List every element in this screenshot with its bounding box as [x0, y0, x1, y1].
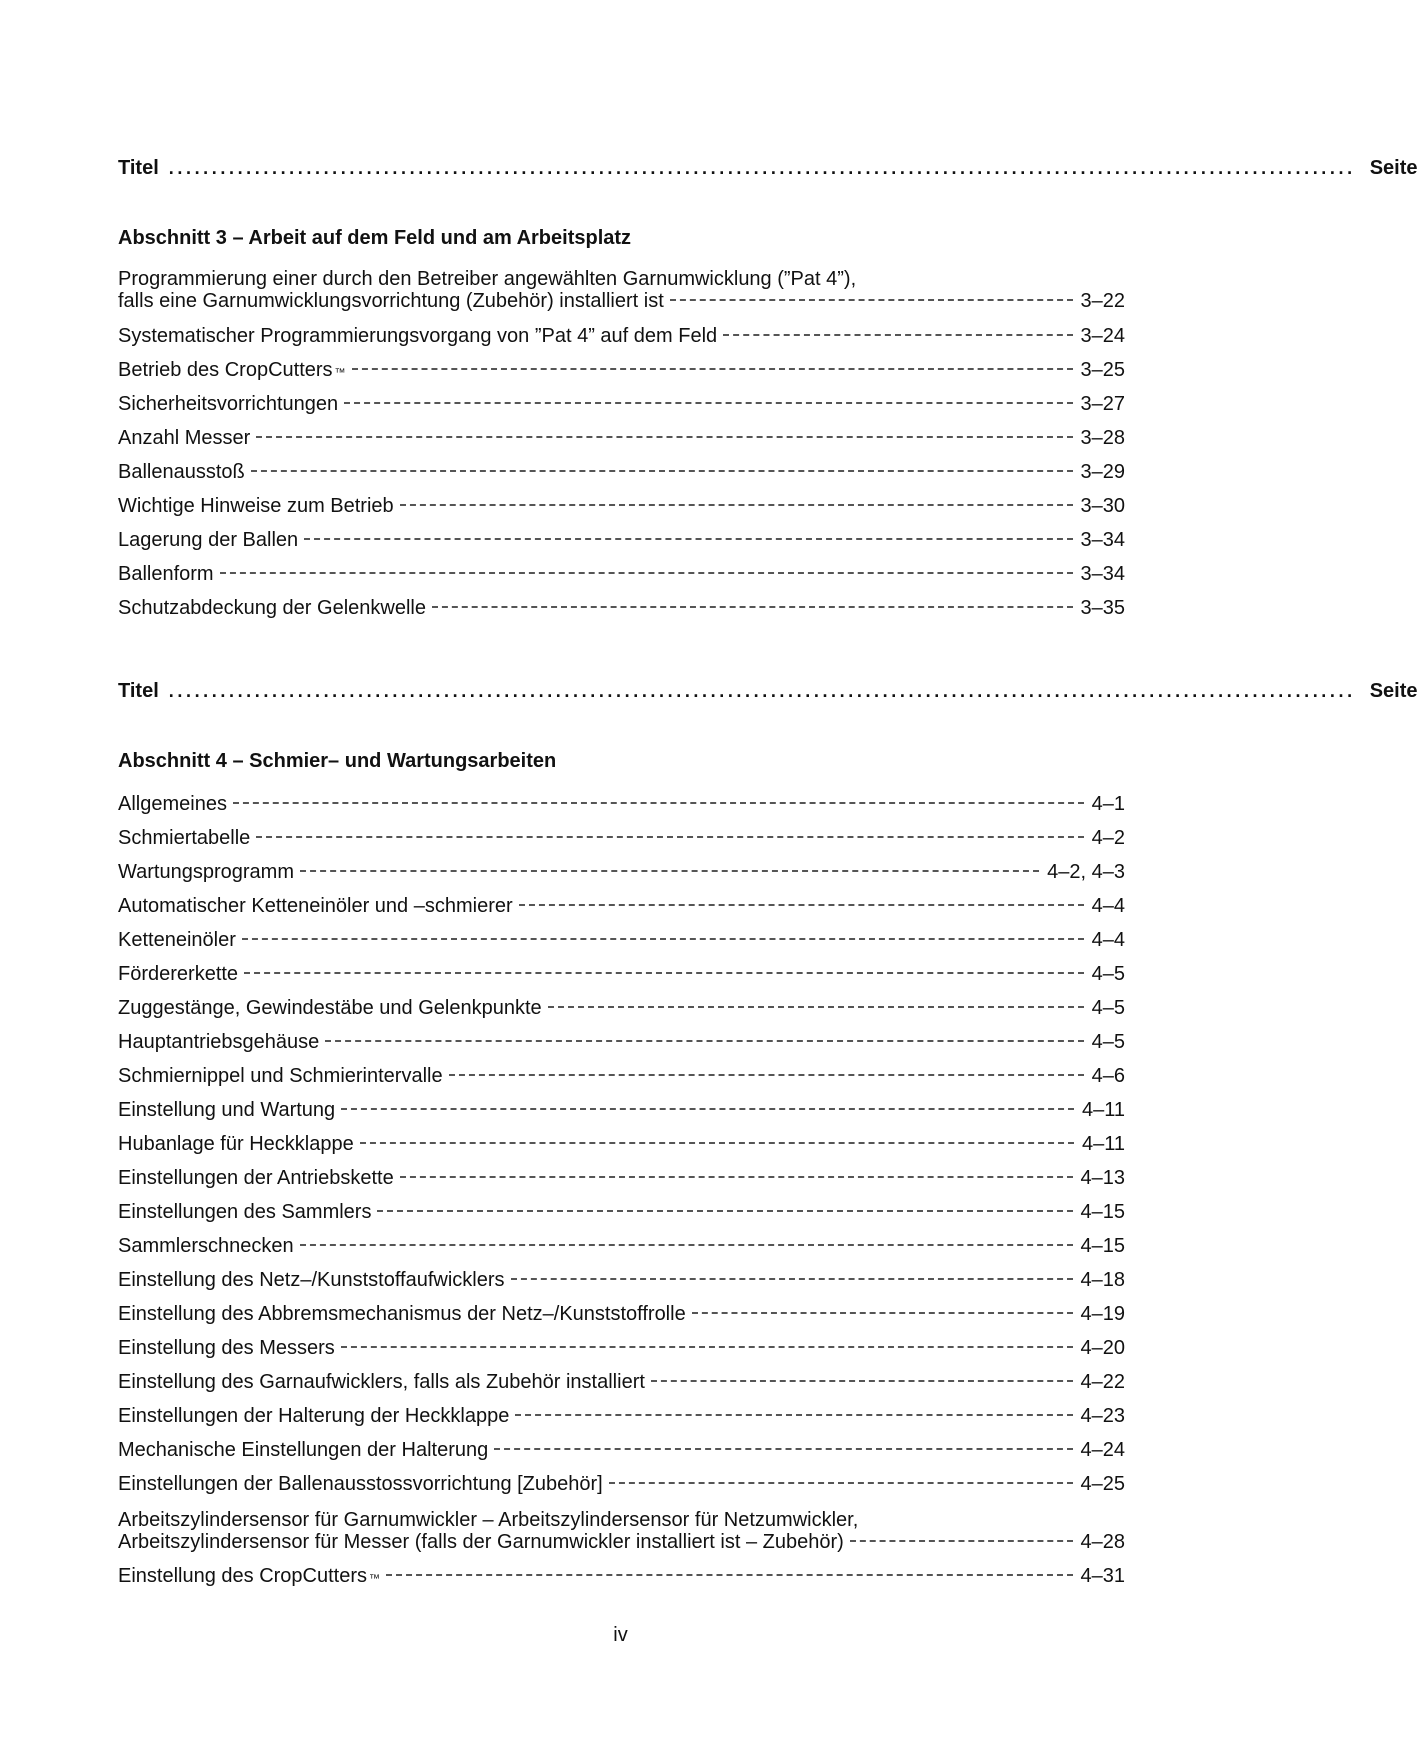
toc-entry-page: 4–25	[1080, 1473, 1125, 1495]
toc-entry-text: Lagerung der Ballen	[118, 529, 299, 551]
toc-header-dots: ..........................................................................................................................................	[168, 158, 1356, 178]
toc-entry[interactable]	[118, 268, 1125, 312]
toc-entry[interactable]	[118, 1167, 1125, 1189]
toc-entry-text: Automatischer Ketteneinöler und –schmierer	[118, 895, 513, 917]
toc-entry-text: Ballenform	[118, 563, 214, 585]
toc-leader	[670, 299, 1073, 301]
toc-entry[interactable]	[118, 563, 1125, 585]
section-3-title: Abschnitt 3 – Arbeit auf dem Feld und am Arbeitsplatz	[118, 227, 632, 249]
toc-leader	[300, 1244, 1073, 1246]
toc-header-2	[118, 680, 1418, 708]
toc-entry-text: Einstellung des Messers	[118, 1337, 335, 1359]
toc-entry-text: Einstellung des CropCutters	[118, 1565, 368, 1587]
toc-entry-text: Einstellung des Netz–/Kunststoffaufwicklers	[118, 1269, 505, 1291]
toc-leader	[233, 802, 1084, 804]
toc-entry-page: 4–5	[1091, 1031, 1125, 1053]
toc-entry-page: 4–6	[1091, 1065, 1125, 1087]
toc-entry-text: Ballenausstoß	[118, 461, 245, 483]
toc-entry[interactable]	[118, 895, 1125, 917]
toc-entry-text: Einstellungen des Sammlers	[118, 1201, 372, 1223]
toc-entry-text: Betrieb des CropCutters	[118, 359, 333, 381]
toc-leader	[494, 1448, 1072, 1450]
toc-leader	[360, 1142, 1074, 1144]
toc-header-dots: ..........................................................................................................................................	[168, 681, 1356, 701]
toc-entry-page: 3–29	[1080, 461, 1125, 483]
toc-entry-text-line1: Arbeitszylindersensor für Garnumwickler – Arbeitszylindersensor für Netzumwickler,	[118, 1509, 859, 1531]
toc-entry-text: Sammlerschnecken	[118, 1235, 294, 1257]
toc-entry-page: 4–28	[1080, 1531, 1125, 1553]
toc-entry[interactable]	[118, 325, 1125, 347]
toc-entry-page: 4–22	[1080, 1371, 1125, 1393]
toc-leader	[400, 1176, 1073, 1178]
toc-entry[interactable]	[118, 1099, 1125, 1121]
toc-leader	[723, 334, 1072, 336]
toc-leader	[850, 1540, 1073, 1542]
toc-entry-page: 4–18	[1080, 1269, 1125, 1291]
toc-entry-page: 3–30	[1080, 495, 1125, 517]
toc-entry-page: 4–2	[1091, 827, 1125, 849]
toc-entry-text: Systematischer Programmierungsvorgang von ”Pat 4” auf dem Feld	[118, 325, 718, 347]
toc-entry-page: 4–24	[1080, 1439, 1125, 1461]
toc-entry[interactable]	[118, 427, 1125, 449]
toc-entry-text: Allgemeines	[118, 793, 227, 815]
toc-header-1	[118, 157, 1418, 185]
toc-entry[interactable]	[118, 495, 1125, 517]
toc-entry[interactable]	[118, 529, 1125, 551]
toc-entry-page: 4–11	[1081, 1099, 1125, 1121]
toc-entry-page: 4–5	[1091, 997, 1125, 1019]
toc-entry-page: 4–4	[1091, 895, 1125, 917]
toc-entry-text: falls eine Garnumwicklungsvorrichtung (Zubehör) installiert ist	[118, 290, 664, 312]
toc-entry-text: Einstellungen der Ballenausstossvorrichtung [Zubehör]	[118, 1473, 603, 1495]
toc-leader	[651, 1380, 1073, 1382]
toc-leader	[432, 606, 1073, 608]
toc-leader	[519, 904, 1084, 906]
toc-entry[interactable]	[118, 793, 1125, 815]
toc-entry-page: 4–2, 4–3	[1047, 861, 1125, 883]
toc-leader	[304, 538, 1072, 540]
toc-entry-page: 4–11	[1081, 1133, 1125, 1155]
toc-leader	[352, 368, 1073, 370]
toc-leader	[341, 1108, 1074, 1110]
toc-leader	[511, 1278, 1073, 1280]
toc-entry-page: 4–4	[1091, 929, 1125, 951]
toc-header-page-label: Seite	[1369, 680, 1418, 702]
toc-header-page-label: Seite	[1369, 157, 1418, 179]
toc-entry[interactable]	[118, 1065, 1125, 1087]
toc-entry[interactable]	[118, 1133, 1125, 1155]
toc-entry-text: Hubanlage für Heckklappe	[118, 1133, 354, 1155]
toc-entry-text: Wichtige Hinweise zum Betrieb	[118, 495, 394, 517]
toc-entry-page: 4–5	[1091, 963, 1125, 985]
toc-entry-text: Schmiertabelle	[118, 827, 251, 849]
toc-entry[interactable]	[118, 827, 1125, 849]
toc-leader	[609, 1482, 1073, 1484]
toc-entry-text: Einstellung des Abbremsmechanismus der Netz–/Kunststoffrolle	[118, 1303, 686, 1325]
toc-entry[interactable]	[118, 461, 1125, 483]
toc-entry-text: Wartungsprogramm	[118, 861, 294, 883]
toc-header-title: Titel	[118, 157, 159, 179]
toc-leader	[244, 972, 1084, 974]
toc-entry[interactable]	[118, 393, 1125, 415]
toc-entry-page: 3–24	[1080, 325, 1125, 347]
toc-entry-text-line1: Programmierung einer durch den Betreiber angewählten Garnumwicklung (”Pat 4”),	[118, 268, 857, 290]
toc-entry-page: 4–31	[1080, 1565, 1125, 1587]
toc-entry[interactable]	[118, 963, 1125, 985]
toc-entry-text: Zuggestänge, Gewindestäbe und Gelenkpunkte	[118, 997, 542, 1019]
toc-entry-page: 4–15	[1080, 1235, 1125, 1257]
toc-leader	[449, 1074, 1084, 1076]
toc-entry[interactable]	[118, 1439, 1125, 1461]
toc-entry[interactable]	[118, 1405, 1125, 1427]
toc-entry-text: Mechanische Einstellungen der Halterung	[118, 1439, 489, 1461]
toc-entry-page: 3–25	[1080, 359, 1125, 381]
toc-entry-text: Einstellungen der Halterung der Heckklappe	[118, 1405, 510, 1427]
toc-entry[interactable]	[118, 1371, 1125, 1393]
toc-entry-page: 4–15	[1080, 1201, 1125, 1223]
toc-entry-text: Fördererkette	[118, 963, 239, 985]
toc-entry-page: 3–22	[1080, 290, 1125, 312]
toc-leader	[242, 938, 1084, 940]
toc-entry[interactable]	[118, 929, 1125, 951]
toc-leader	[386, 1574, 1072, 1576]
toc-leader	[344, 402, 1072, 404]
toc-entry-page: 3–28	[1080, 427, 1125, 449]
toc-entry[interactable]	[118, 1303, 1125, 1325]
toc-entry-text: Einstellung des Garnaufwicklers, falls als Zubehör installiert	[118, 1371, 645, 1393]
toc-leader	[256, 836, 1083, 838]
toc-entry-text: Anzahl Messer	[118, 427, 251, 449]
toc-leader	[341, 1346, 1073, 1348]
toc-leader	[400, 504, 1073, 506]
toc-entry[interactable]	[118, 1031, 1125, 1053]
toc-leader	[325, 1040, 1083, 1042]
toc-entry-page: 4–1	[1091, 793, 1125, 815]
section-4-title: Abschnitt 4 – Schmier– und Wartungsarbeiten	[118, 750, 557, 772]
toc-entry-text: Hauptantriebsgehäuse	[118, 1031, 320, 1053]
toc-entry[interactable]	[118, 1473, 1125, 1495]
toc-leader	[251, 470, 1073, 472]
toc-entry[interactable]	[118, 1269, 1125, 1291]
toc-leader	[256, 436, 1072, 438]
toc-entry-page: 4–23	[1080, 1405, 1125, 1427]
toc-leader	[692, 1312, 1073, 1314]
toc-entry[interactable]	[118, 1201, 1125, 1223]
toc-entry-text: Ketteneinöler	[118, 929, 236, 951]
toc-leader	[515, 1414, 1072, 1416]
toc-entry-text: Sicherheitsvorrichtungen	[118, 393, 339, 415]
toc-entry[interactable]	[118, 359, 1125, 384]
trademark-symbol: ™	[369, 1573, 381, 1585]
page-number: iv	[613, 1624, 628, 1646]
trademark-symbol: ™	[334, 367, 346, 379]
toc-entry[interactable]	[118, 1235, 1125, 1257]
toc-entry-text: Arbeitszylindersensor für Messer (falls der Garnumwickler installiert ist – Zubehör)	[118, 1531, 844, 1553]
toc-leader	[548, 1006, 1084, 1008]
toc-leader	[300, 870, 1039, 872]
toc-entry[interactable]	[118, 1565, 1125, 1590]
toc-leader	[377, 1210, 1072, 1212]
toc-entry-page: 4–20	[1080, 1337, 1125, 1359]
toc-entry[interactable]	[118, 997, 1125, 1019]
toc-entry[interactable]	[118, 1337, 1125, 1359]
toc-entry-page: 4–13	[1080, 1167, 1125, 1189]
toc-entry-text: Einstellungen der Antriebskette	[118, 1167, 394, 1189]
toc-entry-page: 3–35	[1080, 597, 1125, 619]
toc-entry-text: Einstellung und Wartung	[118, 1099, 336, 1121]
toc-entry-text: Schutzabdeckung der Gelenkwelle	[118, 597, 426, 619]
toc-entry-text: Schmiernippel und Schmierintervalle	[118, 1065, 443, 1087]
toc-entry-page: 3–27	[1080, 393, 1125, 415]
toc-entry-page: 4–19	[1080, 1303, 1125, 1325]
toc-entry[interactable]	[118, 1509, 1125, 1553]
toc-entry[interactable]	[118, 597, 1125, 619]
toc-entry-page: 3–34	[1080, 563, 1125, 585]
toc-entry-page: 3–34	[1080, 529, 1125, 551]
toc-entry[interactable]	[118, 861, 1125, 883]
toc-header-title: Titel	[118, 680, 159, 702]
toc-leader	[220, 572, 1073, 574]
